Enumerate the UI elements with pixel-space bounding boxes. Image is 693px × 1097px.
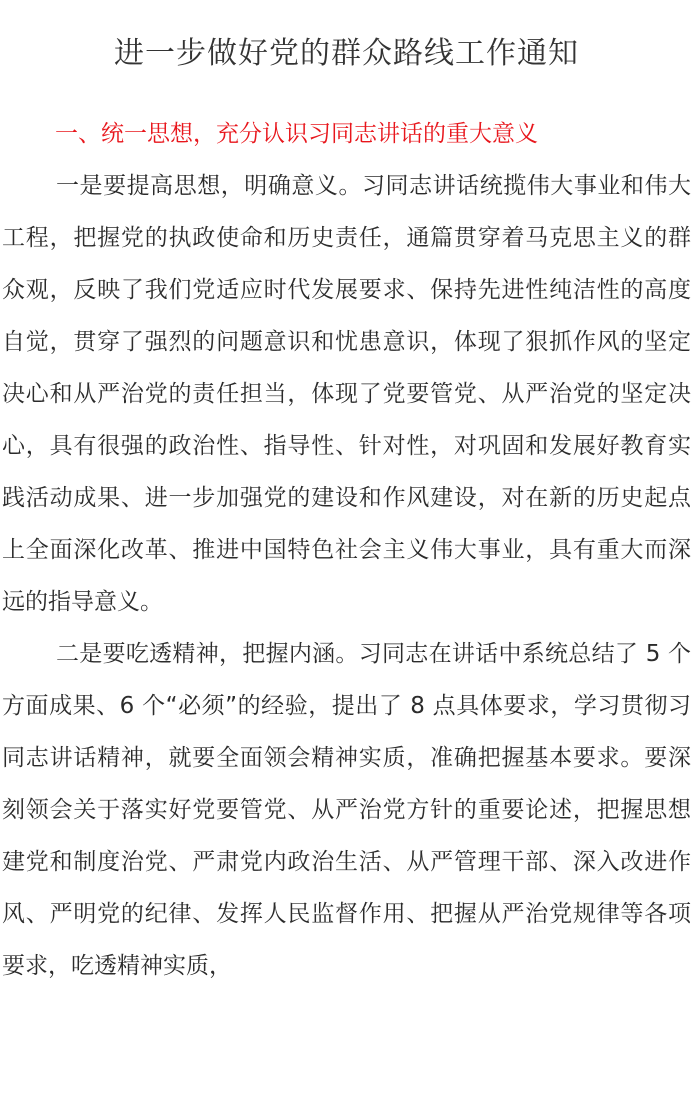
paragraph-2: 二是要吃透精神，把握内涵。习同志在讲话中系统总结了 5 个方面成果、6 个“必须”的经验，提出了 8 点具体要求，学习贯彻习同志讲话精神，就要全面领会精神实质，准确把握基本要求。要深刻领会关于落实好党要管党、从严治党方针的重要论述，把握思想建党和制度治党、严肃党内政治生活、从严管理干部、深入改进作风、严明党的纪律、发挥人民监督作用、把握从严治党规律等各项要求，吃透精神实质， bbox=[2, 641, 691, 979]
paragraph-1: 一是要提高思想，明确意义。习同志讲话统揽伟大事业和伟大工程，把握党的执政使命和历史责任，通篇贯穿着马克思主义的群众观，反映了我们党适应时代发展要求、保持先进性纯洁性的高度自觉，贯穿了强烈的问题意识和忧患意识，体现了狠抓作风的坚定决心和从严治党的责任担当，体现了党要管党、从严治党的坚定决心，具有很强的政治性、指导性、针对性，对巩固和发展好教育实践活动成果、进一步加强党的建设和作风建设，对在新的历史起点上全面深化改革、推进中国特色社会主义伟大事业，具有重大而深远的指导意义。 bbox=[2, 173, 691, 615]
section-heading: 一、统一思想，充分认识习同志讲话的重大意义 bbox=[55, 121, 538, 147]
document-title: 进一步做好党的群众路线工作通知 bbox=[114, 36, 579, 71]
